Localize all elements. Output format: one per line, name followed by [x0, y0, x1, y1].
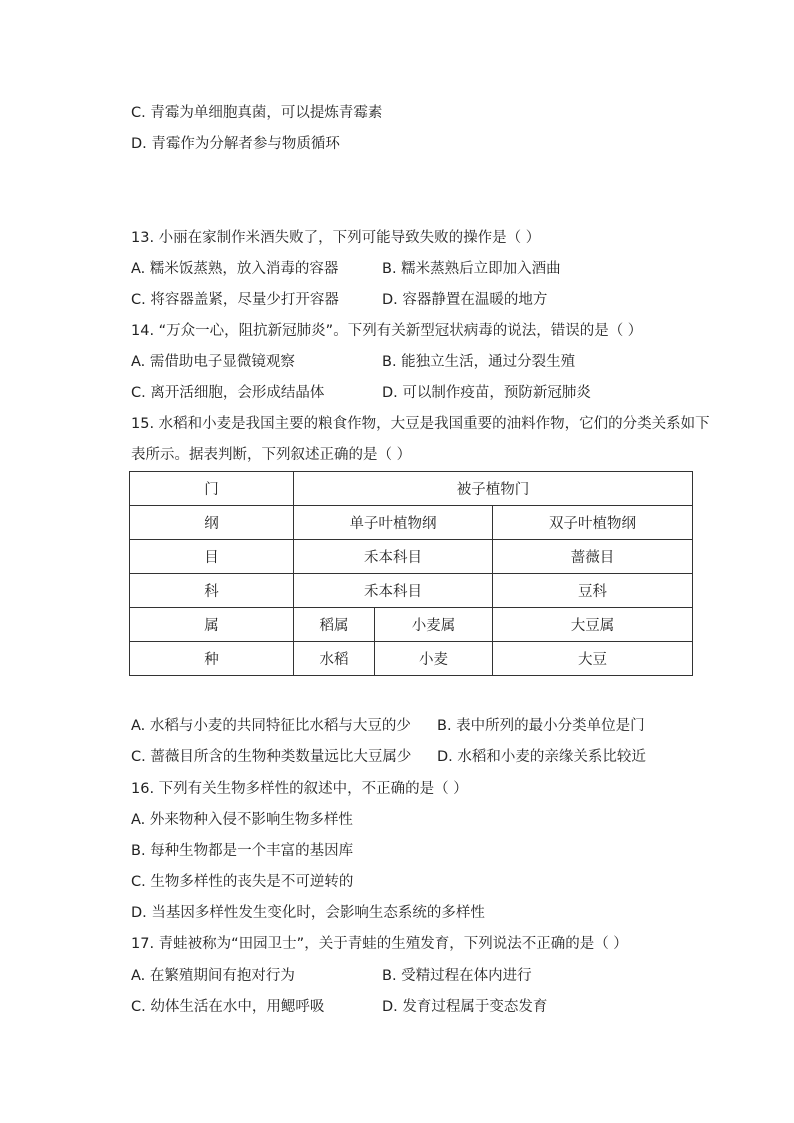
table-cell: 小麦属 — [375, 608, 493, 642]
table-cell: 蔷薇目 — [493, 540, 693, 574]
table-cell: 大豆属 — [493, 608, 693, 642]
table-cell: 大豆 — [493, 642, 693, 676]
q16-option-c: C. 生物多样性的丧失是不可逆转的 — [131, 874, 354, 890]
q16-option-d: D. 当基因多样性发生变化时，会影响生态系统的多样性 — [131, 905, 485, 921]
q17-option-c: C. 幼体生活在水中，用鳃呼吸 — [131, 999, 325, 1015]
q17-stem: 17. 青蛙被称为“田园卫士”，关于青蛙的生殖发育，下列说法不正确的是（ ） — [131, 936, 628, 952]
table-row-phylum — [130, 472, 693, 506]
q14-option-b: B. 能独立生活，通过分裂生殖 — [382, 354, 576, 370]
q15-option-b: B. 表中所列的最小分类单位是门 — [437, 718, 645, 734]
table-row-class — [130, 506, 693, 540]
q13-option-d: D. 容器静置在温暖的地方 — [382, 292, 548, 308]
table-cell: 小麦 — [375, 642, 493, 676]
q12-option-d: D. 青霉作为分解者参与物质循环 — [131, 136, 340, 152]
q16-option-b: B. 每种生物都是一个丰富的基因库 — [131, 843, 354, 859]
table-cell: 目 — [130, 540, 294, 574]
table-cell: 豆科 — [493, 574, 693, 608]
table-cell: 双子叶植物纲 — [493, 506, 693, 540]
table-row-order — [130, 540, 693, 574]
q14-option-c: C. 离开活细胞，会形成结晶体 — [131, 385, 325, 401]
q17-option-a: A. 在繁殖期间有抱对行为 — [131, 968, 295, 984]
q16-stem: 16. 下列有关生物多样性的叙述中，不正确的是（ ） — [131, 781, 468, 797]
q14-option-d: D. 可以制作疫苗，预防新冠肺炎 — [382, 385, 591, 401]
q14-option-a: A. 需借助电子显微镜观察 — [131, 354, 295, 370]
q17-option-b: B. 受精过程在体内进行 — [382, 968, 532, 984]
q13-option-a: A. 糯米饭蒸熟，放入消毒的容器 — [131, 261, 339, 277]
table-row-species — [130, 642, 693, 676]
q13-option-b: B. 糯米蒸熟后立即加入酒曲 — [382, 261, 561, 277]
q13-option-c: C. 将容器盖紧，尽量少打开容器 — [131, 292, 339, 308]
q17-option-d: D. 发育过程属于变态发育 — [382, 999, 548, 1015]
q15-stem-line2: 表所示。据表判断，下列叙述正确的是（ ） — [131, 447, 412, 463]
q15-option-c: C. 蔷薇目所含的生物种类数量远比大豆属少 — [131, 749, 412, 765]
table-cell: 单子叶植物纲 — [294, 506, 493, 540]
table-cell: 被子植物门 — [294, 472, 693, 506]
table-cell: 纲 — [130, 506, 294, 540]
table-cell: 种 — [130, 642, 294, 676]
table-cell: 水稻 — [294, 642, 375, 676]
table-cell: 门 — [130, 472, 294, 506]
q14-stem: 14. “万众一心，阻抗新冠肺炎”。下列有关新型冠状病毒的说法，错误的是（ ） — [131, 323, 643, 339]
table-cell: 属 — [130, 608, 294, 642]
table-cell: 禾本科目 — [294, 540, 493, 574]
q15-stem-line1: 15. 水稻和小麦是我国主要的粮食作物，大豆是我国重要的油料作物，它们的分类关系如下 — [131, 416, 710, 432]
q15-option-a: A. 水稻与小麦的共同特征比水稻与大豆的少 — [131, 718, 411, 734]
classification-table — [129, 471, 693, 676]
q15-option-d: D. 水稻和小麦的亲缘关系比较近 — [437, 749, 646, 765]
table-cell: 科 — [130, 574, 294, 608]
table-cell: 稻属 — [294, 608, 375, 642]
table-row-family — [130, 574, 693, 608]
q13-stem: 13. 小丽在家制作米酒失败了，下列可能导致失败的操作是（ ） — [131, 230, 541, 246]
table-row-genus — [130, 608, 693, 642]
table-cell: 禾本科目 — [294, 574, 493, 608]
q12-option-c: C. 青霉为单细胞真菌，可以提炼青霉素 — [131, 105, 383, 121]
q16-option-a: A. 外来物种入侵不影响生物多样性 — [131, 812, 353, 828]
